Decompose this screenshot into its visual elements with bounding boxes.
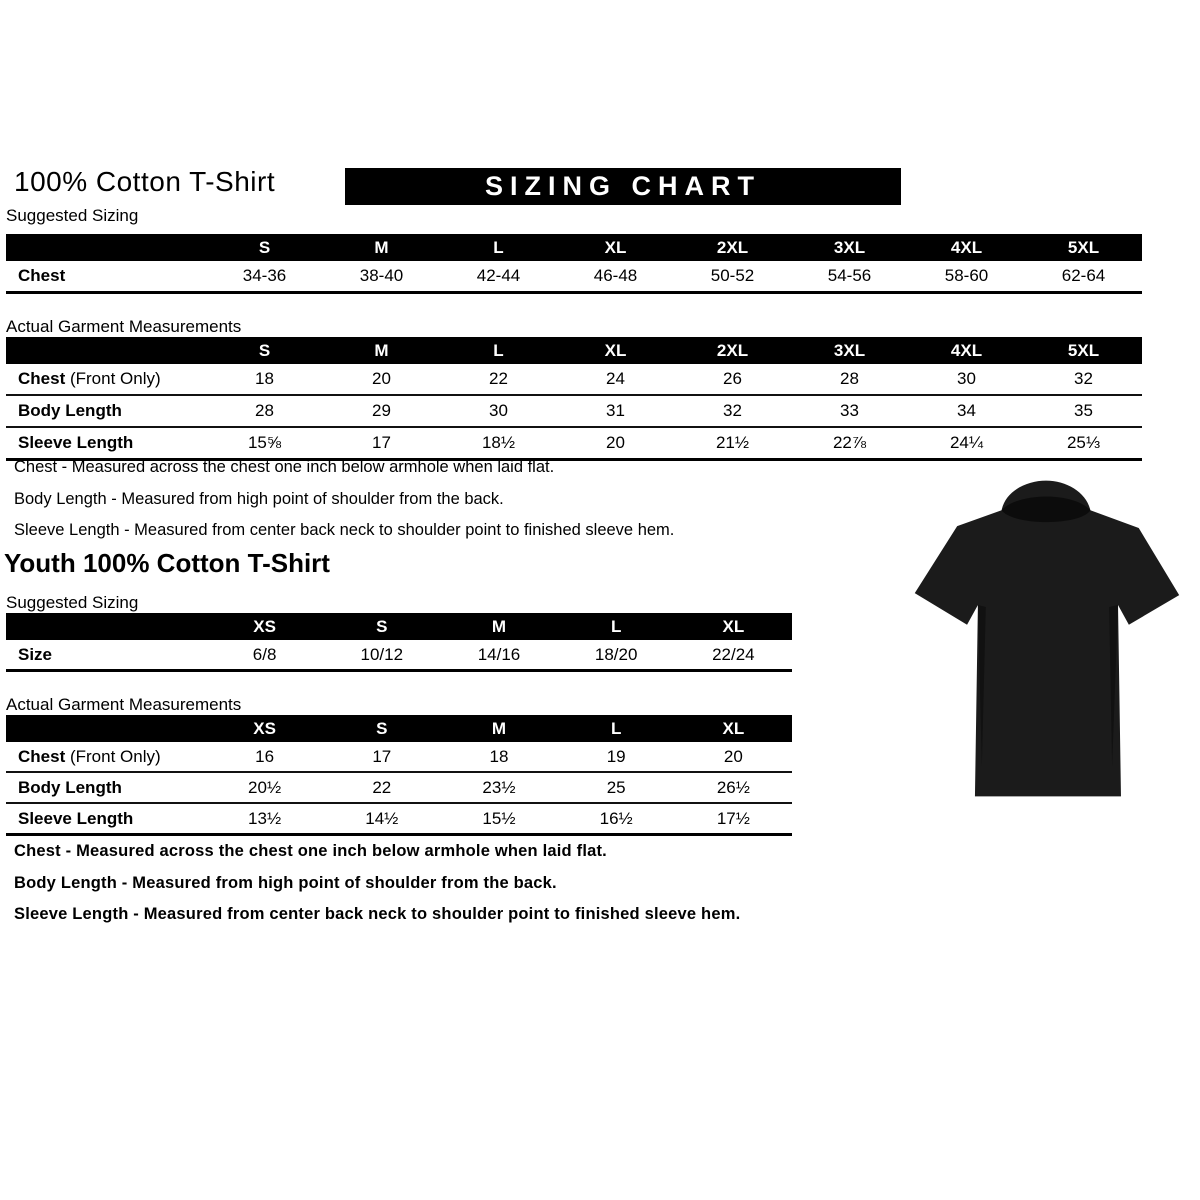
value-cell: 34-36 [206,261,323,293]
value-cell: 20 [557,427,674,460]
column-header-s: S [206,234,323,261]
note-line: Body Length - Measured from high point of shoulder from the back. [14,489,504,508]
column-header-xs: XS [206,613,323,640]
row-label [6,427,206,460]
value-cell: 32 [674,395,791,427]
row-label-text: Sleeve Length [18,808,134,828]
value-cell: 19 [558,742,675,772]
adult-garment-measurements-table [6,337,1142,461]
value-cell: 17 [323,742,440,772]
value-cell: 10/12 [323,640,440,671]
value-cell: 25 [558,772,675,803]
table-row [6,640,792,671]
value-cell: 22⅞ [791,427,908,460]
table-row [6,742,792,772]
corner-cell [6,234,206,261]
column-header-4xl: 4XL [908,337,1025,364]
column-header-l: L [440,337,557,364]
black-tshirt-icon [897,470,1193,815]
column-header-xl: XL [557,234,674,261]
value-cell: 34 [908,395,1025,427]
page-title: 100% Cotton T-Shirt [14,166,276,197]
youth-garment-measurements-table [6,715,792,836]
column-header-5xl: 5XL [1025,337,1142,364]
table-row [6,395,1142,427]
value-cell: 16 [206,742,323,772]
header-row [6,613,792,640]
value-cell: 38-40 [323,261,440,293]
column-header-l: L [558,613,675,640]
value-cell: 23½ [440,772,557,803]
value-cell: 28 [791,364,908,395]
value-cell: 18½ [440,427,557,460]
youth-suggested-sizing-table [6,613,792,672]
value-cell: 32 [1025,364,1142,395]
value-cell: 54-56 [791,261,908,293]
table-row [6,364,1142,395]
column-header-l: L [558,715,675,742]
row-label-text: Body Length [18,401,122,420]
row-label-text: Sleeve Length [18,433,134,452]
value-cell: 26½ [675,772,792,803]
value-cell: 62-64 [1025,261,1142,293]
column-header-2xl: 2XL [674,234,791,261]
row-label [6,742,206,772]
youth-garment-measurements-label: Actual Garment Measurements [6,695,242,714]
value-cell: 30 [440,395,557,427]
value-cell: 30 [908,364,1025,395]
value-cell: 22 [440,364,557,395]
header-row [6,337,1142,364]
row-label [6,772,206,803]
row-label-text: Chest [18,369,66,388]
adult-suggested-sizing-table [6,234,1142,294]
column-header-m: M [440,613,557,640]
value-cell: 20½ [206,772,323,803]
value-cell: 35 [1025,395,1142,427]
row-label-text: Chest [18,746,66,766]
value-cell: 50-52 [674,261,791,293]
corner-cell [6,613,206,640]
row-label [6,261,206,293]
adult-measurement-notes [14,458,674,553]
column-header-xs: XS [206,715,323,742]
youth-section-title: Youth 100% Cotton T-Shirt [4,548,330,578]
value-cell: 18 [440,742,557,772]
adult-garment-measurements-table [6,337,1142,461]
column-header-2xl: 2XL [674,337,791,364]
note-line: Body Length - Measured from high point of shoulder from the back. [14,873,557,892]
column-header-xl: XL [675,715,792,742]
note-line: Chest - Measured across the chest one inch below armhole when laid flat. [14,842,607,860]
sizing-chart-banner: SIZING CHART [345,168,901,205]
header-row [6,234,1142,261]
value-cell: 17½ [675,803,792,835]
column-header-5xl: 5XL [1025,234,1142,261]
value-cell: 28 [206,395,323,427]
row-label [6,640,206,671]
value-cell: 21½ [674,427,791,460]
youth-suggested-sizing-label: Suggested Sizing [6,593,139,612]
column-header-m: M [323,234,440,261]
column-header-s: S [206,337,323,364]
column-header-m: M [323,337,440,364]
value-cell: 42-44 [440,261,557,293]
table-row [6,427,1142,460]
value-cell: 18 [206,364,323,395]
row-label-text: Chest [18,266,66,285]
column-header-s: S [323,715,440,742]
value-cell: 14½ [323,803,440,835]
adult-suggested-sizing-table [6,234,1142,294]
adult-garment-measurements-label: Actual Garment Measurements [6,317,242,336]
value-cell: 33 [791,395,908,427]
value-cell: 18/20 [558,640,675,671]
value-cell: 24 [557,364,674,395]
value-cell: 46-48 [557,261,674,293]
column-header-4xl: 4XL [908,234,1025,261]
value-cell: 31 [557,395,674,427]
youth-garment-measurements-table [6,715,792,836]
row-label-text: Body Length [18,777,122,797]
value-cell: 25⅓ [1025,427,1142,460]
value-cell: 16½ [558,803,675,835]
value-cell: 14/16 [440,640,557,671]
column-header-xl: XL [557,337,674,364]
row-label [6,803,206,835]
column-header-3xl: 3XL [791,337,908,364]
column-header-s: S [323,613,440,640]
corner-cell [6,715,206,742]
value-cell: 15½ [440,803,557,835]
row-label [6,395,206,427]
value-cell: 22/24 [675,640,792,671]
value-cell: 20 [323,364,440,395]
table-row [6,803,792,835]
table-row [6,772,792,803]
youth-measurement-notes [14,842,740,937]
column-header-m: M [440,715,557,742]
value-cell: 6/8 [206,640,323,671]
header-row [6,715,792,742]
adult-suggested-sizing-label: Suggested Sizing [6,206,139,225]
column-header-3xl: 3XL [791,234,908,261]
value-cell: 24¼ [908,427,1025,460]
tshirt-image [897,470,1193,815]
value-cell: 22 [323,772,440,803]
row-label-text: Size [18,644,53,664]
table-row [6,261,1142,293]
youth-suggested-sizing-table [6,613,792,672]
value-cell: 58-60 [908,261,1025,293]
value-cell: 29 [323,395,440,427]
value-cell: 13½ [206,803,323,835]
row-label-suffix: (Front Only) [65,746,161,766]
value-cell: 26 [674,364,791,395]
note-line: Sleeve Length - Measured from center back neck to shoulder point to finished sleeve hem. [14,905,741,923]
corner-cell [6,337,206,364]
note-line: Sleeve Length - Measured from center back neck to shoulder point to finished sleeve hem. [14,521,675,539]
note-line: Chest - Measured across the chest one inch below armhole when laid flat. [14,458,555,476]
value-cell: 17 [323,427,440,460]
value-cell: 15⅝ [206,427,323,460]
row-label-suffix: (Front Only) [65,369,161,388]
column-header-xl: XL [675,613,792,640]
row-label [6,364,206,395]
value-cell: 20 [675,742,792,772]
column-header-l: L [440,234,557,261]
